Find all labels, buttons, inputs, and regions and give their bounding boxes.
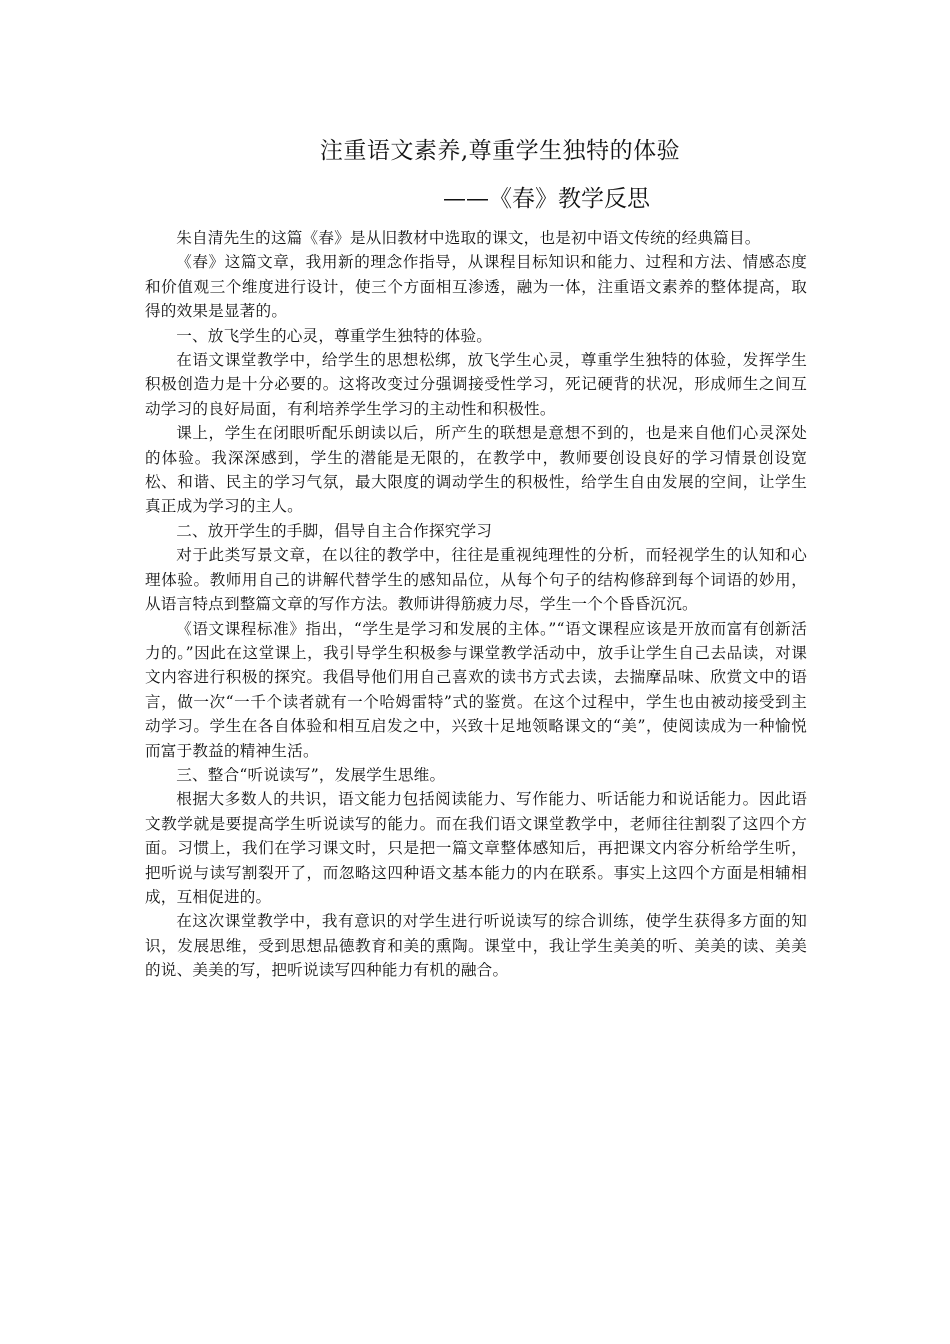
document-subtitle: ——《春》教学反思: [443, 186, 650, 212]
paragraph: 对于此类写景文章，在以往的教学中，往往是重视纯理性的分析，而轻视学生的认知和心理体验。教师用自己的讲解代替学生的感知品位，从每个句子的结构修辞到每个词语的妙用，从语言特点到整篇文章的写作方法。教师讲得筋疲力尽，学生一个个昏昏沉沉。: [145, 546, 807, 614]
paragraph: 《语文课程标准》指出，“学生是学习和发展的主体。”“语文课程应该是开放而富有创新活力的。”因此在这堂课上，我引导学生积极参与课堂教学活动中，放手让学生自己去品读，对课文内容进行积极的探究。我倡导他们用自己喜欢的读书方式去读，去揣摩品味、欣赏文中的语言，做一次“一千个读者就有一个哈姆雷特”式的鉴赏。在这个过程中，学生也由被动接受到主动学习。学生在各自体验和相互启发之中，兴致十足地领略课文的“美”，使阅读成为一种愉悦而富于教益的精神生活。: [145, 619, 807, 760]
section-heading: 二、放开学生的手脚，倡导自主合作探究学习: [176, 521, 493, 540]
paragraph: 课上，学生在闭眼听配乐朗读以后，所产生的联想是意想不到的，也是来自他们心灵深处的体验。我深深感到，学生的潜能是无限的，在教学中，教师要创设良好的学习情景创设宽松、和谐、民主的学习气氛，最大限度的调动学生的积极性，给学生自由发展的空间，让学生真正成为学习的主人。: [145, 424, 807, 516]
section-heading: 三、整合“听说读写”，发展学生思维。: [176, 765, 446, 784]
paragraph: 在语文课堂教学中，给学生的思想松绑，放飞学生心灵，尊重学生独特的体验，发挥学生积极创造力是十分必要的。这将改变过分强调接受性学习，死记硬背的状况，形成师生之间互动学习的良好局面，有利培养学生学习的主动性和积极性。: [145, 351, 807, 418]
paragraph: 在这次课堂教学中，我有意识的对学生进行听说读写的综合训练，使学生获得多方面的知识，发展思维，受到思想品德教育和美的熏陶。课堂中，我让学生美美的听、美美的读、美美的说、美美的写，把听说读写四种能力有机的融合。: [145, 912, 807, 980]
paragraph: 根据大多数人的共识，语文能力包括阅读能力、写作能力、听话能力和说话能力。因此语文教学就是要提高学生听说读写的能力。而在我们语文课堂教学中，老师往往割裂了这四个方面。习惯上，我们在学习课文时，只是把一篇文章整体感知后，再把课文内容分析给学生听，把听说与读写割裂开了，而忽略这四种语文基本能力的内在联系。事实上这四个方面是相辅相成，互相促进的。: [145, 790, 807, 906]
document-title: 注重语文素养,尊重学生独特的体验: [319, 138, 681, 164]
paragraph: 《春》这篇文章，我用新的理念作指导，从课程目标知识和能力、过程和方法、情感态度和价值观三个维度进行设计，使三个方面相互渗透，融为一体，注重语文素养的整体提高，取得的效果是显著的。: [145, 253, 807, 321]
paragraph: 朱自清先生的这篇《春》是从旧教材中选取的课文，也是初中语文传统的经典篇目。: [176, 229, 761, 247]
document-body: [145, 226, 807, 983]
section-heading: 一、放飞学生的心灵，尊重学生独特的体验。: [176, 326, 493, 345]
